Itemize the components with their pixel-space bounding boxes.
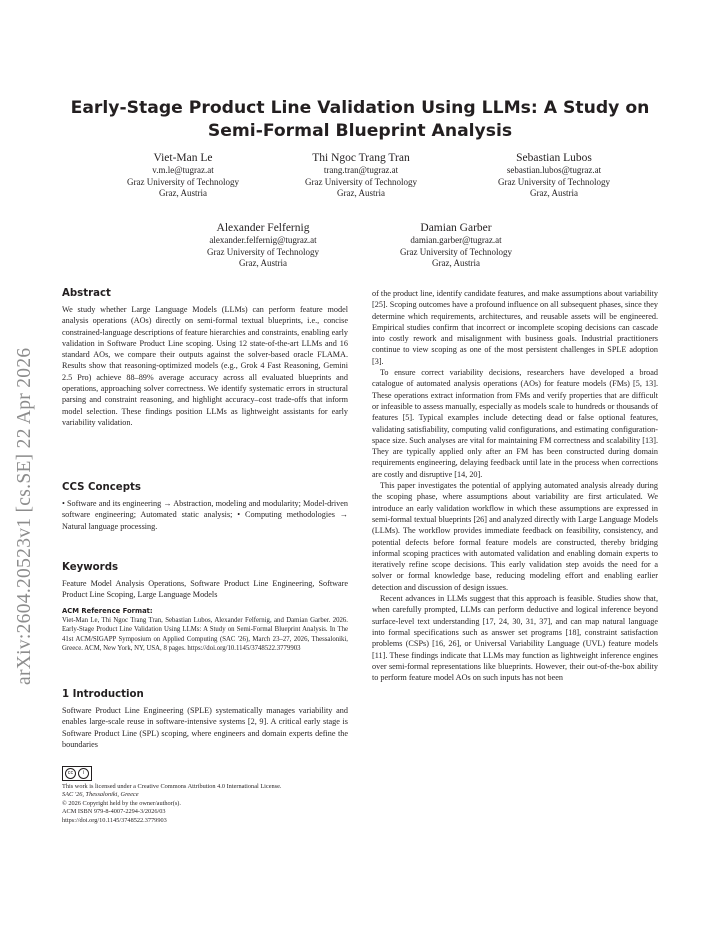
by-person-icon: i bbox=[78, 768, 89, 779]
author-email[interactable]: v.m.le@tugraz.at bbox=[152, 165, 214, 175]
introduction-paragraph: Software Product Line Engineering (SPLE) systematically manages variability and enables large-scale reuse in software-intensive systems [2, 9]. A critical early stage is Software Product Line (SPL) scoping, where engineers and domain experts define the boundaries bbox=[62, 706, 348, 749]
author-location: Graz, Austria bbox=[159, 188, 207, 198]
author-block bbox=[261, 151, 461, 200]
author-block bbox=[83, 151, 283, 200]
author-name: Sebastian Lubos bbox=[516, 152, 592, 164]
introduction-heading: 1 Introduction bbox=[62, 689, 144, 700]
author-affiliation: Graz University of Technology bbox=[207, 246, 319, 257]
cc-icon: cc bbox=[65, 768, 76, 779]
body-paragraph: This paper investigates the potential of applying automated analysis already during the scoping phase, where assumptions about variability are first articulated. We introduce an early validation workflow in which these assumptions are expressed in semi-formal textual blueprints [26] and analyzed directly with Large Language Models (LLMs). The workflow provides immediate feedback on feasibility, consistency, and potential defects before formal feature models are constructed, thereby bridging informal scoping practices with automated validation and enabling domain experts to iteratively refine scope decisions. This early validation step avoids the need for a solver or formal knowledge base, reducing modeling effort and enabling earlier detection and discussion of design issues. bbox=[372, 481, 658, 592]
author-email[interactable]: alexander.felfernig@tugraz.at bbox=[209, 235, 317, 245]
author-name: Thi Ngoc Trang Tran bbox=[312, 152, 410, 164]
author-location: Graz, Austria bbox=[337, 188, 385, 198]
left-column bbox=[62, 287, 348, 428]
author-block bbox=[163, 221, 363, 270]
body-paragraph: of the product line, identify candidate features, and make assumptions about variability [25]. Scoping outcomes have a profound influence on all subsequent phases, since they determine which requirements, architectures, and reusable assets will be engineered. Empirical studies confirm that incorrect or incomplete scoping decisions can cascade into costly rework and misalignment with business goals. Industrial practitioners continue to view scoping as one of the most persistent challenges in SPLE adoption [3]. bbox=[372, 289, 658, 366]
license-copyright: © 2026 Copyright held by the owner/author(s). bbox=[62, 799, 181, 807]
ccs-text: • Software and its engineering → Abstraction, modeling and modularity; Model-driven software engineering; Automated static analysis; • Computing methodologies → Natural language processing. bbox=[62, 499, 348, 531]
author-email[interactable]: trang.tran@tugraz.at bbox=[323, 165, 399, 175]
keywords-text: Feature Model Analysis Operations, Software Product Line Engineering, Software Product Line Scoping, Large Language Models bbox=[62, 579, 348, 600]
right-column bbox=[372, 288, 658, 683]
abstract-text: We study whether Large Language Models (LLMs) can perform feature model analysis operations (AOs) directly on semi-formal textual blueprints, i.e., concise constrained-language descriptions of feature hierarchies and constraints, enabling early validation in Software Product Line scoping. Using 12 state-of-the-art LLMs and 16 standard AOs, we compare their outputs against the solver-based oracle FLAMA. Results show that reasoning-optimized models (e.g., Grok 4 Fast Reasoning, Gemini 2.5 Pro) achieve 88–89% average accuracy across all evaluated blueprints and operations, approaching solver correctness. We identify systematic errors in structural parsing and constraint reasoning, and highlight accuracy–cost trade-offs that inform model selection. These findings position LLMs as lightweight assistants for early variability validation. bbox=[62, 305, 348, 427]
author-affiliation: Graz University of Technology bbox=[498, 176, 610, 187]
reference-format-heading: ACM Reference Format: bbox=[62, 607, 153, 615]
author-location: Graz, Austria bbox=[530, 188, 578, 198]
author-affiliation: Graz University of Technology bbox=[400, 246, 512, 257]
author-email[interactable]: sebastian.lubos@tugraz.at bbox=[506, 165, 602, 175]
license-text: This work is licensed under a Creative Commons Attribution 4.0 International License. bbox=[62, 783, 282, 790]
author-name: Alexander Felfernig bbox=[216, 222, 310, 234]
body-paragraph: Recent advances in LLMs suggest that this approach is feasible. Studies show that, when carefully prompted, LLMs can perform deductive and logical inference beyond surface-level text understanding [17, 24, 30, 31, 37], and can map natural language into formal specifications such as answer set programs [18], constraint satisfaction problems (CSPs) [16, 26], or Universal Variability Language (UVL) feature models [11]. These findings indicate that LLMs may function as lightweight inference engines over semi-formal representations like blueprints. However, their out-of-the-box ability to perform feature model AOs on such inputs has not been bbox=[372, 594, 658, 683]
cc-by-badge[interactable] bbox=[62, 766, 92, 781]
paper-title: Early-Stage Product Line Validation Using LLMs: A Study on Semi-Formal Blueprint Analysis bbox=[70, 98, 650, 141]
reference-format-section bbox=[62, 607, 348, 654]
abstract-heading: Abstract bbox=[62, 288, 111, 299]
ccs-section bbox=[62, 481, 348, 532]
keywords-section bbox=[62, 561, 348, 601]
author-location: Graz, Austria bbox=[432, 258, 480, 268]
author-block bbox=[454, 151, 654, 200]
license-doi[interactable]: https://doi.org/10.1145/3748522.3779903 bbox=[62, 816, 167, 824]
license-block bbox=[62, 766, 348, 825]
author-location: Graz, Austria bbox=[239, 258, 287, 268]
author-affiliation: Graz University of Technology bbox=[127, 176, 239, 187]
arxiv-identifier[interactable]: arXiv:2604.20523v1 [cs.SE] 22 Apr 2026 bbox=[14, 347, 35, 685]
ccs-heading: CCS Concepts bbox=[62, 482, 141, 493]
body-paragraph: To ensure correct variability decisions, researchers have developed a broad catalogue of automated analysis operations (AOs) for feature models (FMs) [5, 13]. These operations extract information from FMs and verify properties that are difficult or infeasible to assess manually, especially as models scale to hundreds or thousands of features [5]. Typical examples include detecting dead or false optional features, validating satisfiability, computing valid configurations, and estimating configuration-space size. Such analyses are vital for maintaining FM correctness and scalability [13]. They are typically applied only after an FM has been constructed during domain requirements engineering, delaying feedback until late in the process when corrections are costly and disruptive [14, 20]. bbox=[372, 368, 658, 479]
license-venue: SAC '26, Thessaloniki, Greece bbox=[62, 791, 139, 799]
introduction-section bbox=[62, 688, 348, 750]
author-block bbox=[356, 221, 556, 270]
author-email[interactable]: damian.garber@tugraz.at bbox=[410, 235, 502, 245]
license-isbn: ACM ISBN 979-8-4007-2294-3/2026/03 bbox=[62, 808, 166, 816]
keywords-heading: Keywords bbox=[62, 562, 119, 573]
author-affiliation: Graz University of Technology bbox=[305, 176, 417, 187]
reference-format-text: Viet-Man Le, Thi Ngoc Trang Tran, Sebastian Lubos, Alexander Felfernig, and Damian Garber. 2026. Early-Stage Product Line Validation Using LLMs: A Study on Semi-Formal Blueprint Analysis. In The 41st ACM/SIGAPP Symposium on Applied Computing (SAC '26), March 23–27, 2026, Thessaloniki, Greece. ACM, New York, NY, USA, 8 pages. https://doi.org/10.1145/3748522.3779903 bbox=[62, 617, 348, 653]
author-name: Viet-Man Le bbox=[153, 152, 213, 164]
author-name: Damian Garber bbox=[420, 222, 492, 234]
